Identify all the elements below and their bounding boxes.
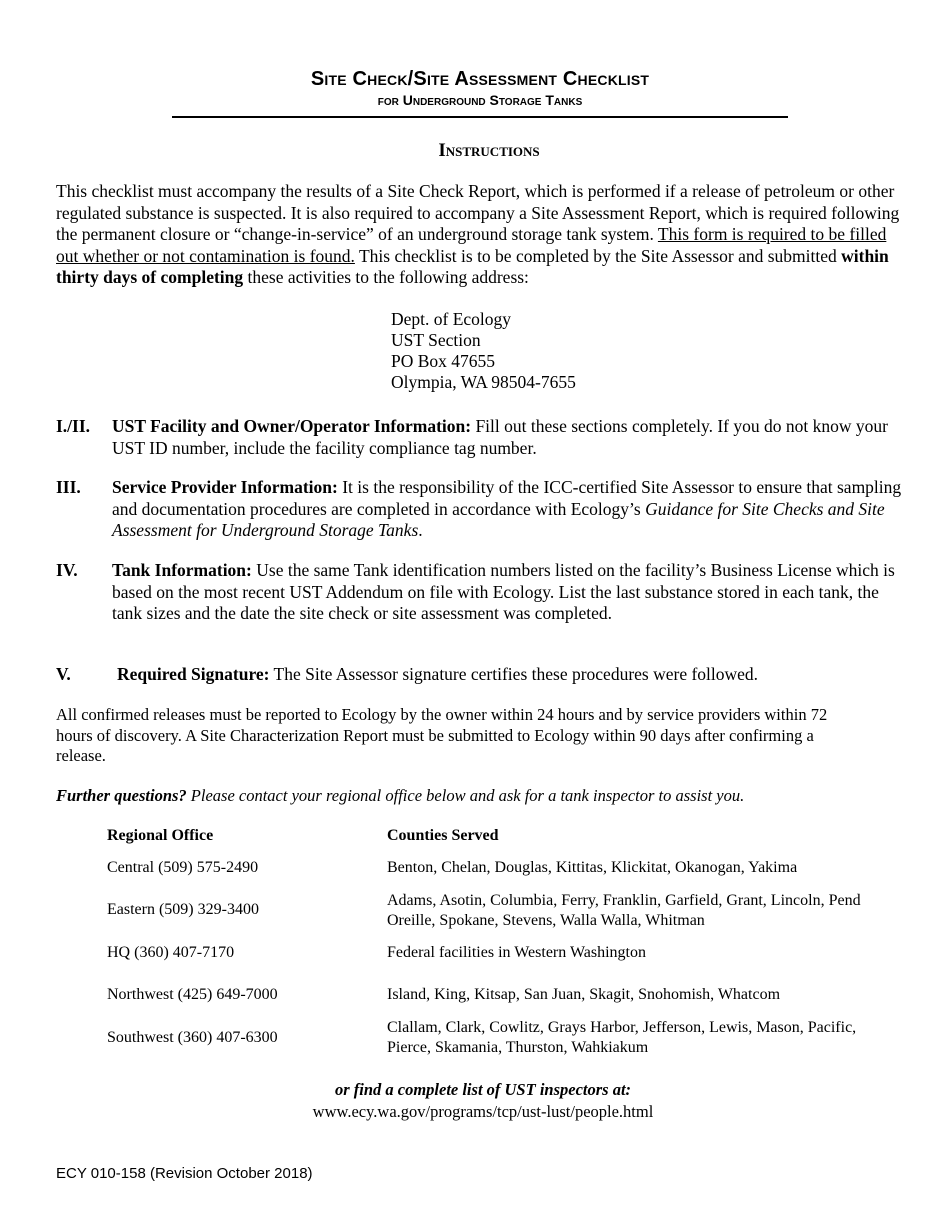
section-body-end: . <box>418 520 423 540</box>
section-body: Use the same Tank identification numbers listed on the facility’s Business License which is based on the most recent UST Addendum on file with Ecology. List the last substance stored in each tank, the tank sizes and the date the site check or site assessment was completed. <box>112 560 895 623</box>
section-body: The Site Assessor signature certifies these procedures were followed. <box>269 664 759 684</box>
section-text <box>112 560 902 625</box>
section-text <box>117 664 907 686</box>
counties-cell: Federal facilities in Western Washington <box>387 944 646 961</box>
office-cell: HQ (360) 407-7170 <box>107 944 235 961</box>
page-subtitle: for Underground Storage Tanks <box>377 92 583 108</box>
intro-bold-text: within thirty days of completing <box>56 245 889 287</box>
section-body: Fill out these sections completely. If you do not know your UST ID number, include the facility compliance tag number. <box>112 416 888 458</box>
intro-paragraph <box>56 181 901 289</box>
counties-cell: Adams, Asotin, Columbia, Ferry, Franklin, Garfield, Grant, Lincoln, Pend Oreille, Spokane, Stevens, Walla Walla, Whitman <box>387 892 861 929</box>
counties-cell: Island, King, Kitsap, San Juan, Skagit, Snohomish, Whatcom <box>387 986 781 1003</box>
inspector-list-url[interactable]: www.ecy.wa.gov/programs/tcp/ust-lust/people.html <box>312 1102 654 1121</box>
title-block <box>172 66 788 108</box>
section-number: III. <box>56 477 81 497</box>
address-line: Olympia, WA 98504-7655 <box>391 372 576 392</box>
title-divider <box>172 116 788 118</box>
section-body: It is the responsibility of the ICC-certified Site Assessor to ensure that sampling and documentation procedures are completed in accordance with Ecology’s <box>112 477 902 519</box>
form-id: ECY 010-158 (Revision October 2018) <box>56 1165 313 1182</box>
section-text <box>112 416 902 459</box>
releases-paragraph: All confirmed releases must be reported to Ecology by the owner within 24 hours and by service providers within 72 hours of discovery. A Site Characterization Report must be submitted to Ecology within 90 days after confirming a release. <box>56 705 828 765</box>
office-cell: Eastern (509) 329-3400 <box>107 901 259 918</box>
section-label: UST Facility and Owner/Operator Information: <box>112 416 472 436</box>
office-cell: Northwest (425) 649-7000 <box>107 986 278 1003</box>
guidance-title: Guidance for Site Checks and Site Assessment for Underground Storage Tanks <box>112 498 885 540</box>
section-label: Tank Information: <box>112 560 252 580</box>
counties-cell: Benton, Chelan, Douglas, Kittitas, Klickitat, Okanogan, Yakima <box>387 859 798 876</box>
column-header-office: Regional Office <box>107 827 214 844</box>
intro-text-3: these activities to the following address: <box>243 267 529 287</box>
address-line: Dept. of Ecology <box>391 309 512 329</box>
counties-cell: Clallam, Clark, Cowlitz, Grays Harbor, Jefferson, Lewis, Mason, Pacific, Pierce, Skamania, Thurston, Wahkiakum <box>387 1019 857 1056</box>
instructions-heading: Instructions <box>438 140 540 161</box>
further-questions-label: Further questions? <box>56 786 187 805</box>
address-line: PO Box 47655 <box>391 351 496 371</box>
section-label: Service Provider Information: <box>112 477 338 497</box>
intro-underlined-text: This form is required to be filled out whether or not contamination is found. <box>56 224 887 266</box>
page-title: Site Check/Site Assessment Checklist <box>310 68 650 90</box>
section-number: IV. <box>56 560 78 580</box>
mailing-address <box>391 309 576 393</box>
address-line: UST Section <box>391 330 481 350</box>
office-cell: Southwest (360) 407-6300 <box>107 1029 278 1046</box>
column-header-counties: Counties Served <box>387 827 499 844</box>
section-text <box>112 477 902 542</box>
section-label: Required Signature: <box>117 664 270 684</box>
inspector-list-label: or find a complete list of UST inspectors at: <box>334 1080 632 1099</box>
office-cell: Central (509) 575-2490 <box>107 859 259 876</box>
section-number: I./II. <box>56 416 91 436</box>
intro-text-2: This checklist is to be completed by the Site Assessor and submitted <box>354 245 842 266</box>
further-questions <box>56 786 744 806</box>
intro-text-1: This checklist must accompany the results of a Site Check Report, which is performed if a release of petroleum or other regulated substance is suspected. It is also required to accompany a Site Assessment Report, which is required following the permanent closure or “change-in-service” of an underground storage tank system. <box>56 181 900 244</box>
section-number: V. <box>56 664 71 684</box>
further-questions-text: Please contact your regional office below and ask for a tank inspector to assist you. <box>186 786 745 805</box>
